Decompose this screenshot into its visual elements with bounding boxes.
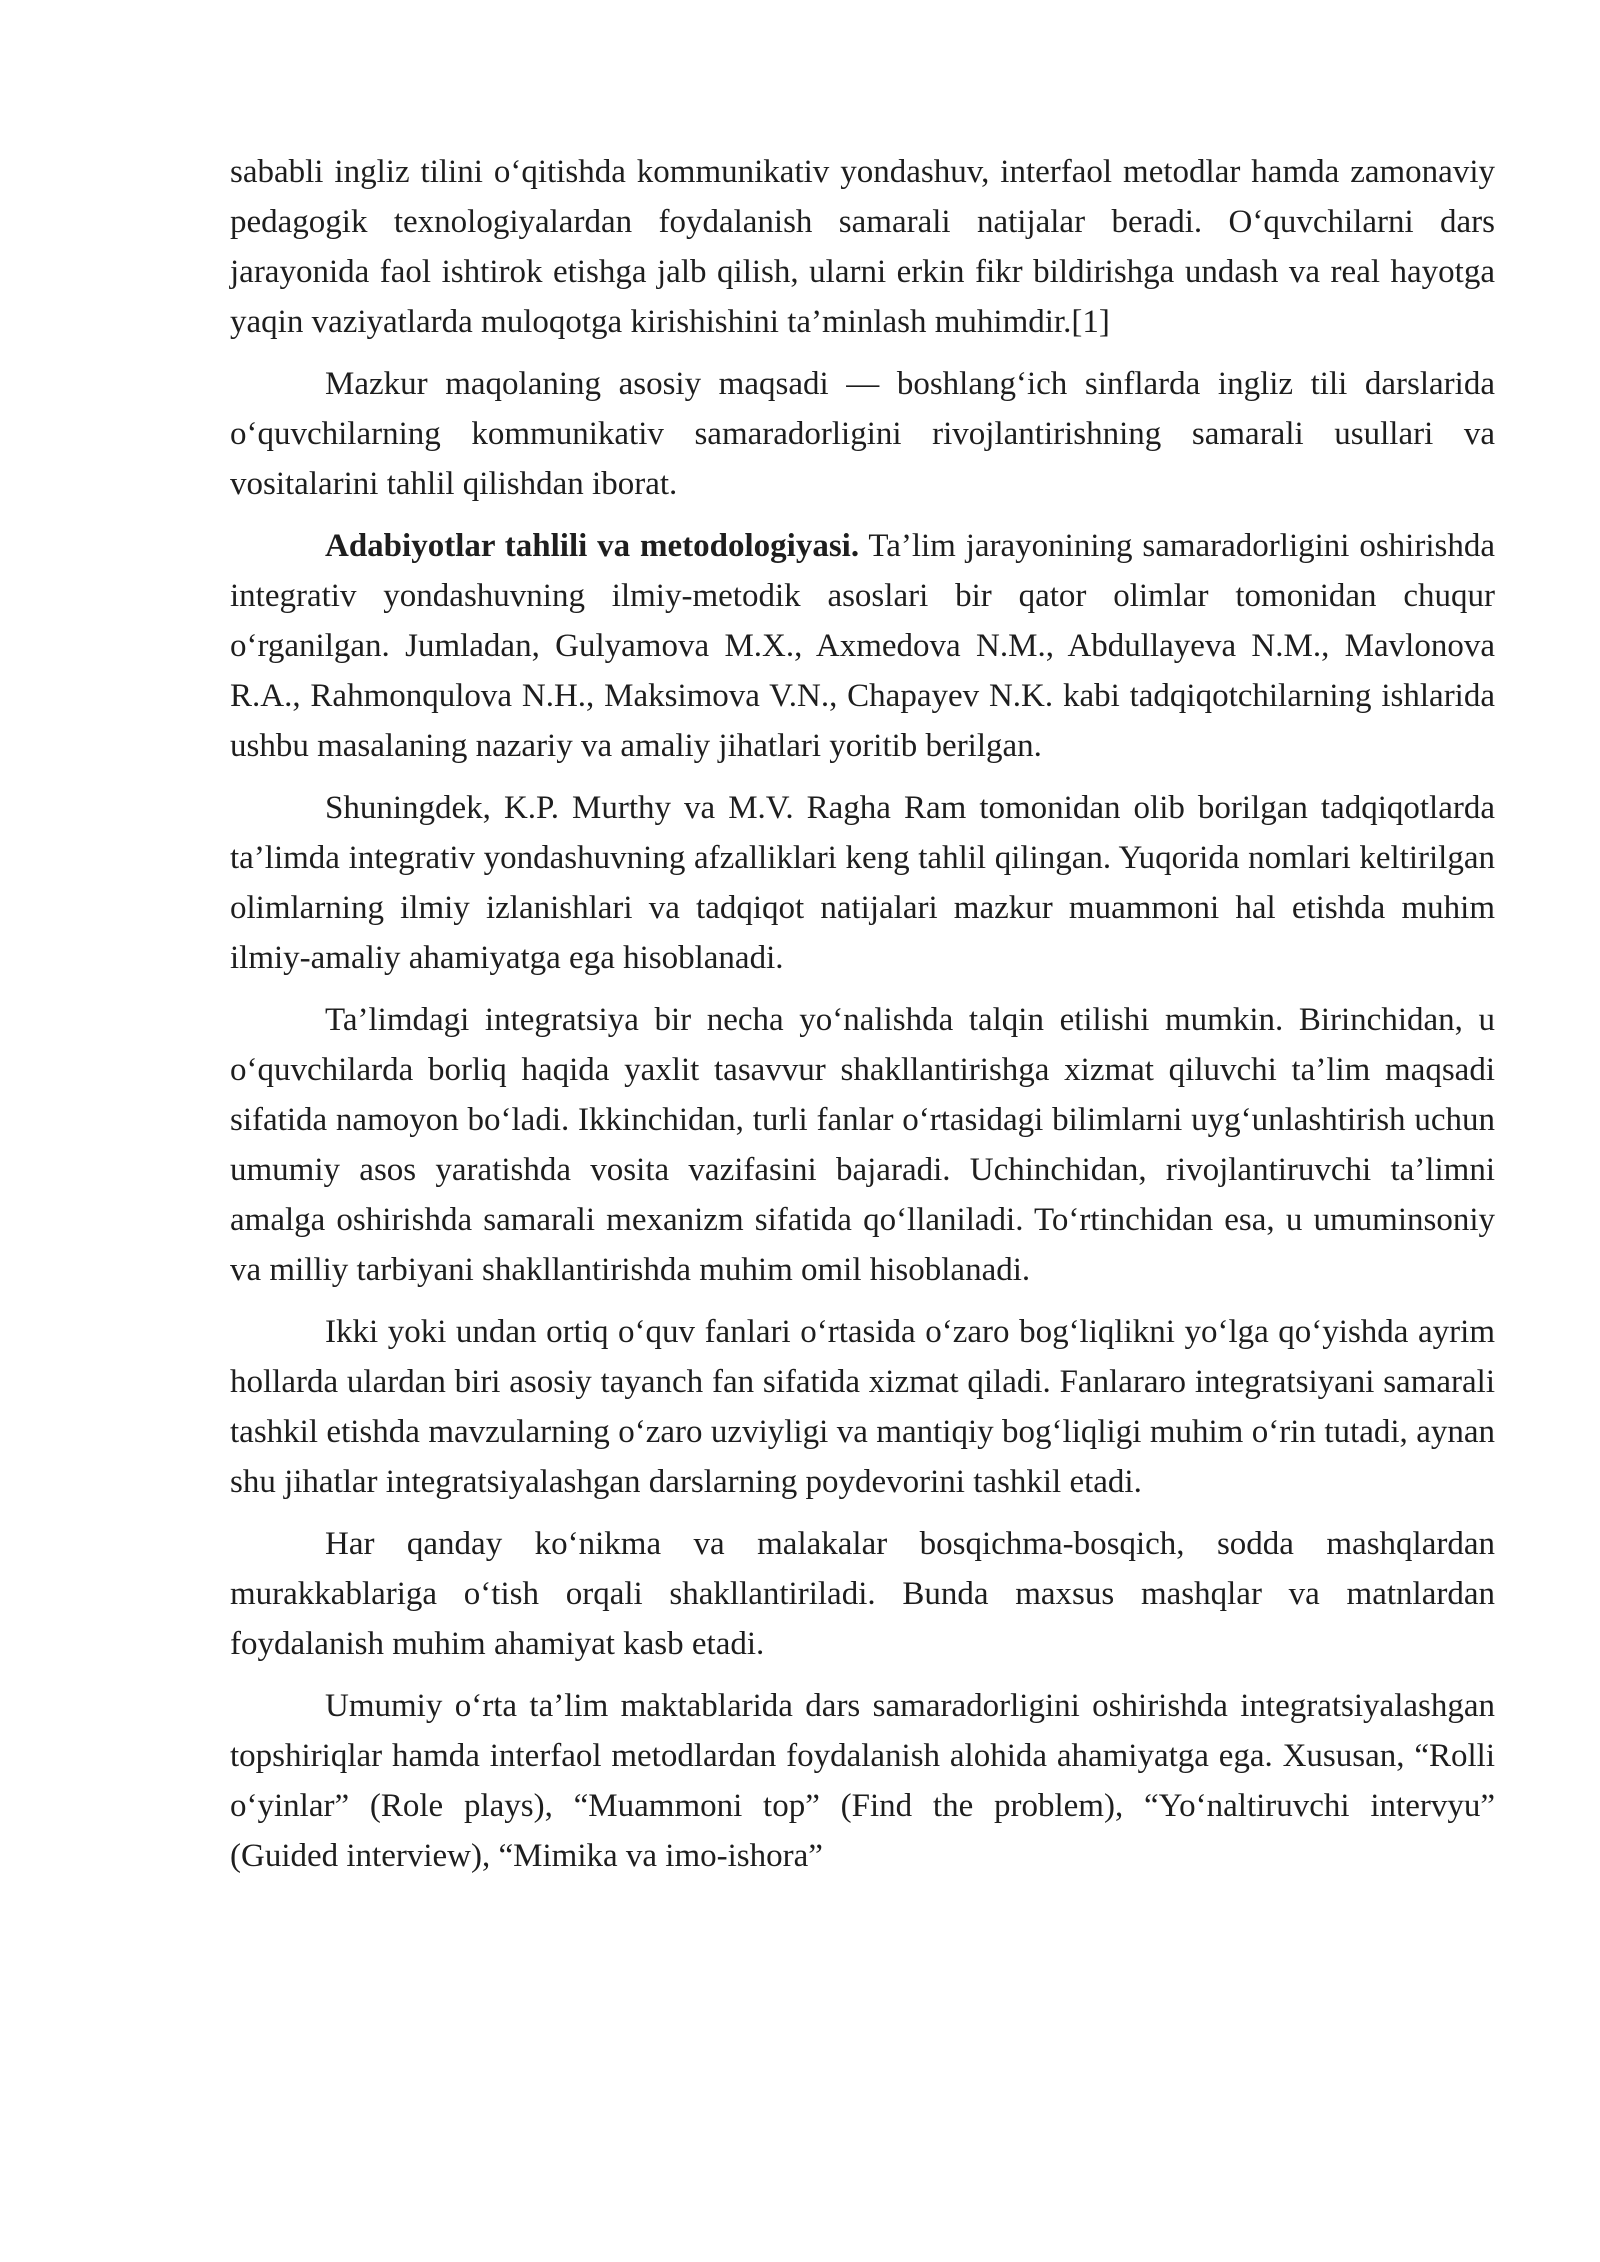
paragraph-text: Umumiy o‘rta ta’lim maktablarida dars samaradorligini oshirishda integratsiyalashgan topshiriqlar hamda interfaol metodlardan foydalanish alohida ahamiyatga ega. Xususan, “Rolli o‘yinlar” (Role plays), “Muammoni top” (Find the problem), “Yo‘naltiruvchi intervyu” (Guided interview), “Mimika va imo-ishora” [230, 1688, 1495, 1874]
paragraph-interactive-methods [230, 1681, 1495, 1881]
paragraph-text: Ta’limdagi integratsiya bir necha yo‘nalishda talqin etilishi mumkin. Birinchidan, u o‘quvchilarda borliq haqida yaxlit tasavvur shakllantirishga xizmat qiluvchi ta’lim maqsadi sifatida namoyon bo‘ladi. Ikkinchidan, turli fanlar o‘rtasidagi bilimlarni uyg‘unlashtirish uchun umumiy asos yaratishda vosita vazifasini bajaradi. Uchinchidan, rivojlantiruvchi ta’limni amalga oshirishda samarali mexanizm sifatida qo‘llaniladi. To‘rtinchidan esa, u umuminsoniy va milliy tarbiyani shakllantirishda muhim omil hisoblanadi. [230, 1002, 1495, 1288]
paragraph-text: Mazkur maqolaning asosiy maqsadi — boshlang‘ich sinflarda ingliz tili darslarida o‘quvchilarning kommunikativ samaradorligini rivojlantirishning samarali usullari va vositalarini tahlil qilishdan iborat. [230, 366, 1495, 502]
section-heading: Adabiyotlar tahlili va metodologiyasi. [325, 528, 860, 564]
paragraph-text: Ikki yoki undan ortiq o‘quv fanlari o‘rtasida o‘zaro bog‘liqlikni yo‘lga qo‘yishda ayrim hollarda ulardan biri asosiy tayanch fan sifatida xizmat qiladi. Fanlararo integratsiyani samarali tashkil etishda mavzularning o‘zaro uzviyligi va mantiqiy bog‘liqligi muhim o‘rin tutadi, aynan shu jihatlar integratsiyalashgan darslarning poydevorini tashkil etadi. [230, 1314, 1495, 1500]
document-page [230, 147, 1495, 1893]
paragraph-text: sababli ingliz tilini o‘qitishda kommunikativ yondashuv, interfaol metodlar hamda zamonaviy pedagogik texnologiyalardan foydalanish samarali natijalar beradi. O‘quvchilarni dars jarayonida faol ishtirok etishga jalb qilish, ularni erkin fikr bildirishga undash va real hayotga yaqin vaziyatlarda muloqotga kirishishini ta’minlash muhimdir.[1] [230, 154, 1495, 340]
paragraph-text: Shuningdek, K.P. Murthy va M.V. Ragha Ram tomonidan olib borilgan tadqiqotlarda ta’limda integrativ yondashuvning afzalliklari keng tahlil qilingan. Yuqorida nomlari keltirilgan olimlarning ilmiy izlanishlari va tadqiqot natijalari mazkur muammoni hal etishda muhim ilmiy-amaliy ahamiyatga ega hisoblanadi. [230, 790, 1495, 976]
paragraph-intro-continuation [230, 147, 1495, 347]
paragraph-murthy-ram [230, 783, 1495, 983]
paragraph-text: Har qanday ko‘nikma va malakalar bosqichma-bosqich, sodda mashqlardan murakkablariga o‘tish orqali shakllantiriladi. Bunda maxsus mashqlar va matnlardan foydalanish muhim ahamiyat kasb etadi. [230, 1526, 1495, 1662]
paragraph-integration-directions [230, 995, 1495, 1295]
paragraph-literature-review [230, 521, 1495, 771]
paragraph-text: Ta’lim jarayonining samaradorligini oshirishda integrativ yondashuvning ilmiy-metodik asoslari bir qator olimlar tomonidan chuqur o‘rganilgan. Jumladan, Gulyamova M.X., Axmedova N.M., Abdullayeva N.M., Mavlonova R.A., Rahmonqulova N.H., Maksimova V.N., Chapayev N.K. kabi tadqiqotchilarning ishlarida ushbu masalaning nazariy va amaliy jihatlari yoritib berilgan. [230, 528, 1495, 764]
paragraph-article-aim [230, 359, 1495, 509]
paragraph-interdisciplinary [230, 1307, 1495, 1507]
paragraph-skills [230, 1519, 1495, 1669]
